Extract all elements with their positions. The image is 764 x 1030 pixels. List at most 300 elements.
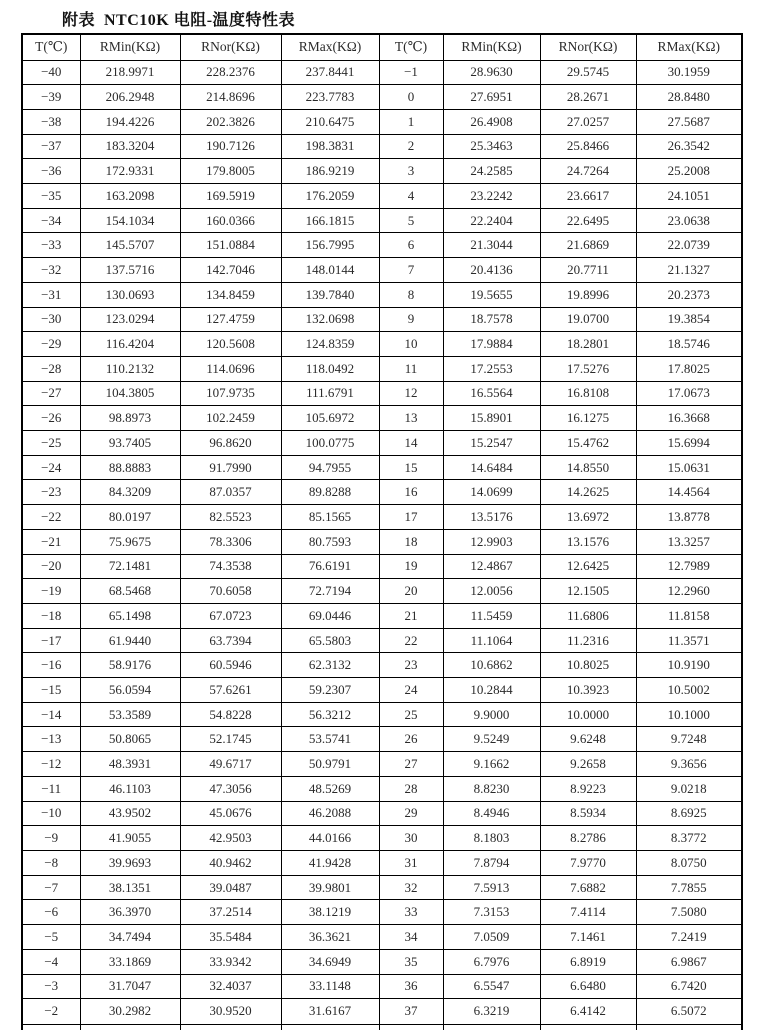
table-row [22,678,742,703]
resistance-cell: 110.2132 [80,356,180,381]
resistance-cell: 134.8459 [180,282,281,307]
resistance-cell: 7.4114 [540,900,636,925]
temperature-cell: 1 [379,109,443,134]
resistance-cell: 179.8005 [180,159,281,184]
resistance-cell: 10.2844 [443,678,540,703]
table-row [22,702,742,727]
temperature-cell: −25 [22,431,80,456]
resistance-cell: 30.9520 [180,999,281,1024]
resistance-cell: 11.5459 [443,603,540,628]
table-row [22,554,742,579]
resistance-cell: 13.3257 [636,529,742,554]
temperature-cell: −24 [22,455,80,480]
resistance-cell: 10.6862 [443,653,540,678]
table-row [22,60,742,85]
resistance-cell: 13.8778 [636,505,742,530]
temperature-cell: 27 [379,752,443,777]
resistance-cell: 23.2242 [443,184,540,209]
temperature-cell: 5 [379,208,443,233]
table-row [22,776,742,801]
resistance-cell: 76.6191 [281,554,379,579]
table-row [22,603,742,628]
column-header: RNor(KΩ) [540,34,636,60]
resistance-cell: 8.9223 [540,776,636,801]
resistance-cell: 50.8065 [80,727,180,752]
temperature-cell: −18 [22,603,80,628]
temperature-cell: 11 [379,356,443,381]
resistance-cell: 87.0357 [180,480,281,505]
table-row [22,208,742,233]
resistance-cell: 8.8230 [443,776,540,801]
resistance-cell: 24.1051 [636,184,742,209]
temperature-cell: 35 [379,949,443,974]
resistance-cell: 15.6994 [636,431,742,456]
resistance-cell: 17.0673 [636,381,742,406]
resistance-cell: 84.3209 [80,480,180,505]
resistance-cell: 12.4867 [443,554,540,579]
temperature-cell: −5 [22,925,80,950]
table-row [22,159,742,184]
resistance-cell: 9.5249 [443,727,540,752]
resistance-cell: 29.5745 [540,60,636,85]
resistance-cell: 163.2098 [80,184,180,209]
table-row [22,999,742,1024]
resistance-cell: 15.4762 [540,431,636,456]
table-body [22,60,742,1030]
resistance-cell: 114.0696 [180,356,281,381]
empty-cell [180,1024,281,1030]
temperature-cell: −10 [22,801,80,826]
resistance-cell: 41.9428 [281,851,379,876]
resistance-cell: 98.8973 [80,406,180,431]
resistance-cell: 21.3044 [443,233,540,258]
resistance-cell: 35.5484 [180,925,281,950]
resistance-cell: 202.3826 [180,109,281,134]
table-row [22,826,742,851]
resistance-cell: 10.8025 [540,653,636,678]
table-row [22,900,742,925]
resistance-cell: 12.2960 [636,579,742,604]
resistance-cell: 27.5687 [636,109,742,134]
resistance-cell: 33.1148 [281,974,379,999]
resistance-cell: 27.6951 [443,85,540,110]
resistance-cell: 40.9462 [180,851,281,876]
temperature-cell: −33 [22,233,80,258]
temperature-cell: −13 [22,727,80,752]
resistance-cell: 176.2059 [281,184,379,209]
empty-cell [22,1024,80,1030]
resistance-cell: 34.7494 [80,925,180,950]
resistance-cell: 118.0492 [281,356,379,381]
temperature-cell: 23 [379,653,443,678]
resistance-cell: 34.6949 [281,949,379,974]
table-row [22,431,742,456]
resistance-cell: 19.3854 [636,307,742,332]
resistance-cell: 13.1576 [540,529,636,554]
table-row [22,974,742,999]
table-row [22,406,742,431]
resistance-cell: 60.5946 [180,653,281,678]
temperature-cell: 25 [379,702,443,727]
resistance-cell: 7.0509 [443,925,540,950]
temperature-cell: −14 [22,702,80,727]
resistance-cell: 39.9801 [281,875,379,900]
resistance-cell: 59.2307 [281,678,379,703]
empty-cell [540,1024,636,1030]
temperature-cell: 15 [379,455,443,480]
resistance-cell: 116.4204 [80,332,180,357]
resistance-cell: 65.1498 [80,603,180,628]
empty-cell [379,1024,443,1030]
resistance-cell: 11.1064 [443,628,540,653]
temperature-cell: −39 [22,85,80,110]
resistance-cell: 15.8901 [443,406,540,431]
temperature-cell: −26 [22,406,80,431]
resistance-cell: 6.6480 [540,974,636,999]
header-row [22,34,742,60]
resistance-cell: 18.7578 [443,307,540,332]
resistance-cell: 26.3542 [636,134,742,159]
resistance-cell: 33.9342 [180,949,281,974]
resistance-cell: 132.0698 [281,307,379,332]
resistance-cell: 17.5276 [540,356,636,381]
resistance-cell: 9.9000 [443,702,540,727]
resistance-cell: 39.9693 [80,851,180,876]
resistance-cell: 9.1662 [443,752,540,777]
resistance-cell: 218.9971 [80,60,180,85]
resistance-cell: 14.6484 [443,455,540,480]
resistance-cell: 85.1565 [281,505,379,530]
resistance-cell: 38.1219 [281,900,379,925]
resistance-cell: 12.1505 [540,579,636,604]
temperature-cell: 21 [379,603,443,628]
temperature-cell: 26 [379,727,443,752]
temperature-cell: −28 [22,356,80,381]
resistance-cell: 120.5608 [180,332,281,357]
resistance-cell: 137.5716 [80,258,180,283]
resistance-cell: 8.1803 [443,826,540,851]
resistance-cell: 12.0056 [443,579,540,604]
resistance-cell: 26.4908 [443,109,540,134]
resistance-cell: 142.7046 [180,258,281,283]
temperature-cell: 20 [379,579,443,604]
resistance-cell: 18.5746 [636,332,742,357]
temperature-cell: −29 [22,332,80,357]
temperature-cell: −40 [22,60,80,85]
temperature-cell: −3 [22,974,80,999]
resistance-cell: 8.4946 [443,801,540,826]
resistance-cell: 20.7711 [540,258,636,283]
temperature-cell: −20 [22,554,80,579]
resistance-cell: 123.0294 [80,307,180,332]
resistance-cell: 7.5080 [636,900,742,925]
resistance-cell: 111.6791 [281,381,379,406]
resistance-cell: 172.9331 [80,159,180,184]
resistance-cell: 6.4142 [540,999,636,1024]
resistance-cell: 30.2982 [80,999,180,1024]
temperature-cell: −23 [22,480,80,505]
resistance-cell: 19.8996 [540,282,636,307]
table-row [22,356,742,381]
table-row [22,184,742,209]
temperature-cell: 24 [379,678,443,703]
resistance-cell: 72.1481 [80,554,180,579]
resistance-cell: 194.4226 [80,109,180,134]
resistance-cell: 11.8158 [636,603,742,628]
table-row [22,109,742,134]
resistance-cell: 7.7855 [636,875,742,900]
resistance-cell: 7.9770 [540,851,636,876]
resistance-cell: 33.1869 [80,949,180,974]
resistance-cell: 41.9055 [80,826,180,851]
resistance-cell: 10.3923 [540,678,636,703]
table-row [22,628,742,653]
table-row [22,505,742,530]
resistance-cell: 16.8108 [540,381,636,406]
column-header: RMax(KΩ) [281,34,379,60]
resistance-cell: 21.1327 [636,258,742,283]
resistance-cell: 32.4037 [180,974,281,999]
resistance-cell: 62.3132 [281,653,379,678]
resistance-cell: 7.8794 [443,851,540,876]
temperature-cell: −32 [22,258,80,283]
table-row [22,233,742,258]
resistance-cell: 228.2376 [180,60,281,85]
resistance-cell: 88.8883 [80,455,180,480]
temperature-cell: 18 [379,529,443,554]
temperature-cell: −22 [22,505,80,530]
resistance-cell: 9.6248 [540,727,636,752]
resistance-cell: 30.1959 [636,60,742,85]
temperature-cell: 28 [379,776,443,801]
temperature-cell: 13 [379,406,443,431]
table-row [22,455,742,480]
temperature-cell: 0 [379,85,443,110]
resistance-cell: 25.8466 [540,134,636,159]
resistance-cell: 42.9503 [180,826,281,851]
resistance-cell: 166.1815 [281,208,379,233]
resistance-cell: 237.8441 [281,60,379,85]
resistance-cell: 6.5547 [443,974,540,999]
temperature-cell: 29 [379,801,443,826]
resistance-cell: 15.2547 [443,431,540,456]
resistance-cell: 11.2316 [540,628,636,653]
temperature-cell: 8 [379,282,443,307]
resistance-cell: 22.0739 [636,233,742,258]
resistance-cell: 96.8620 [180,431,281,456]
resistance-cell: 91.7990 [180,455,281,480]
resistance-cell: 12.9903 [443,529,540,554]
resistance-cell: 214.8696 [180,85,281,110]
resistance-cell: 14.0699 [443,480,540,505]
resistance-cell: 57.6261 [180,678,281,703]
table-row [22,134,742,159]
resistance-cell: 53.5741 [281,727,379,752]
resistance-cell: 130.0693 [80,282,180,307]
temperature-cell: 2 [379,134,443,159]
resistance-cell: 186.9219 [281,159,379,184]
resistance-cell: 223.7783 [281,85,379,110]
temperature-cell: −16 [22,653,80,678]
table-row [22,529,742,554]
resistance-cell: 80.7593 [281,529,379,554]
resistance-cell: 10.0000 [540,702,636,727]
resistance-cell: 16.5564 [443,381,540,406]
resistance-cell: 50.9791 [281,752,379,777]
resistance-cell: 148.0144 [281,258,379,283]
temperature-cell: 6 [379,233,443,258]
resistance-cell: 12.6425 [540,554,636,579]
empty-cell [80,1024,180,1030]
temperature-cell: 17 [379,505,443,530]
resistance-cell: 156.7995 [281,233,379,258]
resistance-cell: 100.0775 [281,431,379,456]
resistance-cell: 190.7126 [180,134,281,159]
resistance-cell: 20.2373 [636,282,742,307]
resistance-cell: 17.2553 [443,356,540,381]
resistance-cell: 43.9502 [80,801,180,826]
empty-cell [281,1024,379,1030]
resistance-cell: 65.5803 [281,628,379,653]
resistance-cell: 28.2671 [540,85,636,110]
temperature-cell: 16 [379,480,443,505]
resistance-cell: 72.7194 [281,579,379,604]
resistance-cell: 151.0884 [180,233,281,258]
resistance-cell: 9.7248 [636,727,742,752]
resistance-cell: 198.3831 [281,134,379,159]
resistance-cell: 7.1461 [540,925,636,950]
resistance-cell: 104.3805 [80,381,180,406]
resistance-cell: 210.6475 [281,109,379,134]
temperature-cell: −30 [22,307,80,332]
column-header: T(℃) [22,34,80,60]
resistance-cell: 28.9630 [443,60,540,85]
temperature-cell: −1 [379,60,443,85]
temperature-cell: 31 [379,851,443,876]
resistance-cell: 10.5002 [636,678,742,703]
column-header: T(℃) [379,34,443,60]
table-row [22,332,742,357]
column-header: RMax(KΩ) [636,34,742,60]
resistance-cell: 38.1351 [80,875,180,900]
resistance-cell: 7.3153 [443,900,540,925]
temperature-cell: −17 [22,628,80,653]
resistance-cell: 8.5934 [540,801,636,826]
column-header: RMin(KΩ) [443,34,540,60]
temperature-cell: −34 [22,208,80,233]
column-header: RMin(KΩ) [80,34,180,60]
resistance-cell: 46.1103 [80,776,180,801]
resistance-cell: 12.7989 [636,554,742,579]
temperature-cell: 7 [379,258,443,283]
temperature-cell: −6 [22,900,80,925]
resistance-cell: 78.3306 [180,529,281,554]
temperature-cell: 36 [379,974,443,999]
resistance-cell: 39.0487 [180,875,281,900]
table-row [22,727,742,752]
resistance-cell: 93.7405 [80,431,180,456]
resistance-cell: 52.1745 [180,727,281,752]
temperature-cell: −21 [22,529,80,554]
resistance-cell: 8.0750 [636,851,742,876]
resistance-cell: 9.2658 [540,752,636,777]
table-container [21,33,743,1030]
resistance-cell: 8.2786 [540,826,636,851]
resistance-cell: 11.6806 [540,603,636,628]
resistance-cell: 74.3538 [180,554,281,579]
resistance-cell: 9.3656 [636,752,742,777]
resistance-cell: 8.6925 [636,801,742,826]
temperature-cell: 12 [379,381,443,406]
resistance-cell: 154.1034 [80,208,180,233]
resistance-cell: 47.3056 [180,776,281,801]
resistance-cell: 102.2459 [180,406,281,431]
temperature-cell: 34 [379,925,443,950]
resistance-cell: 14.8550 [540,455,636,480]
resistance-cell: 75.9675 [80,529,180,554]
temperature-cell: −27 [22,381,80,406]
temperature-cell: 4 [379,184,443,209]
resistance-cell: 8.3772 [636,826,742,851]
resistance-cell: 89.8288 [281,480,379,505]
resistance-cell: 56.0594 [80,678,180,703]
resistance-cell: 27.0257 [540,109,636,134]
temperature-cell: 37 [379,999,443,1024]
temperature-cell: −15 [22,678,80,703]
temperature-cell: −4 [22,949,80,974]
table-row [22,579,742,604]
resistance-cell: 17.8025 [636,356,742,381]
temperature-cell: −37 [22,134,80,159]
temperature-cell: 33 [379,900,443,925]
page-title: 附表 NTC10K 电阻-温度特性表 [62,12,296,29]
temperature-cell: 14 [379,431,443,456]
temperature-cell: −38 [22,109,80,134]
temperature-cell: 9 [379,307,443,332]
temperature-cell: 3 [379,159,443,184]
resistance-cell: 80.0197 [80,505,180,530]
resistance-cell: 25.2008 [636,159,742,184]
resistance-cell: 105.6972 [281,406,379,431]
resistance-cell: 82.5523 [180,505,281,530]
temperature-cell: −7 [22,875,80,900]
ntc-resistance-temperature-table [21,33,743,1030]
resistance-cell: 6.7420 [636,974,742,999]
resistance-cell: 48.5269 [281,776,379,801]
resistance-cell: 206.2948 [80,85,180,110]
resistance-cell: 36.3621 [281,925,379,950]
resistance-cell: 14.4564 [636,480,742,505]
resistance-cell: 48.3931 [80,752,180,777]
temperature-cell: −11 [22,776,80,801]
resistance-cell: 6.8919 [540,949,636,974]
resistance-cell: 15.0631 [636,455,742,480]
resistance-cell: 7.5913 [443,875,540,900]
resistance-cell: 124.8359 [281,332,379,357]
table-row [22,381,742,406]
table-row [22,480,742,505]
temperature-cell: 32 [379,875,443,900]
temperature-cell: −9 [22,826,80,851]
resistance-cell: 31.6167 [281,999,379,1024]
temperature-cell: −12 [22,752,80,777]
table-row [22,282,742,307]
table-row [22,307,742,332]
resistance-cell: 22.2404 [443,208,540,233]
resistance-cell: 169.5919 [180,184,281,209]
table-row [22,851,742,876]
resistance-cell: 56.3212 [281,702,379,727]
